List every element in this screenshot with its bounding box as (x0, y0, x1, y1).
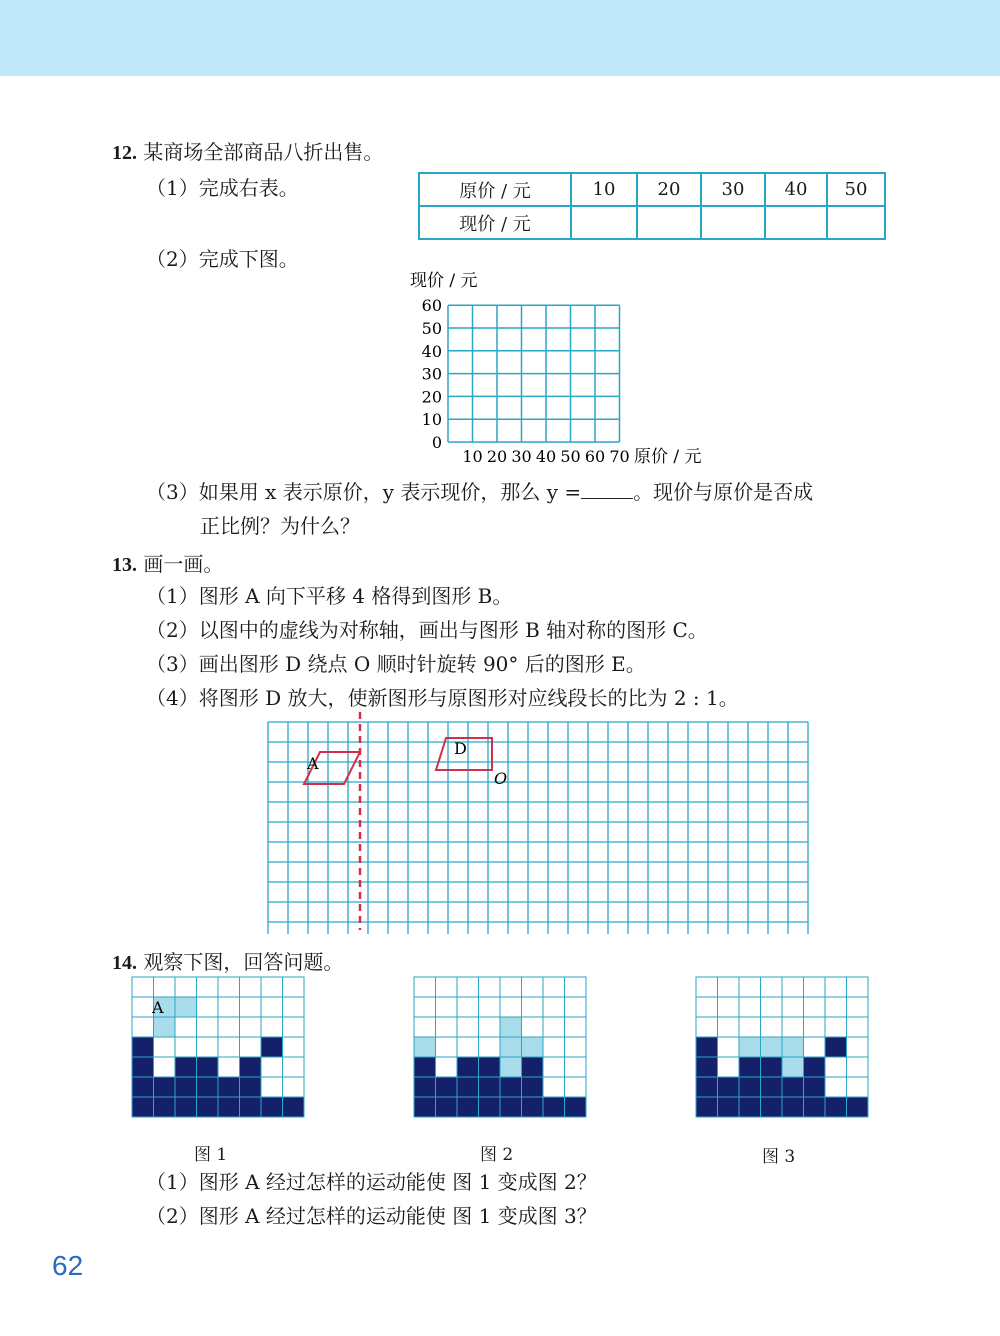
grid-cell (543, 997, 565, 1017)
grid-cell (565, 1057, 587, 1077)
table-cell-price: 20 (637, 173, 701, 206)
grid-cell (457, 1017, 479, 1037)
dark-cell (696, 1097, 718, 1117)
grid-cell (261, 977, 283, 997)
grid-cell (414, 977, 436, 997)
grid-cell (847, 1077, 869, 1097)
graph-y-tick: 20 (421, 387, 442, 407)
q12-part3-text: （3）如果用 x 表示原价，y 表示现价，那么 y = (146, 480, 582, 504)
q14-heading (112, 946, 343, 975)
q14-part2: （2）图形 A 经过怎样的运动能使 图 1 变成图 3？ (146, 1204, 597, 1228)
grid-cell (565, 997, 587, 1017)
shape-a-label: A (307, 754, 319, 773)
grid-cell (500, 997, 522, 1017)
grid-cell (565, 1077, 587, 1097)
dark-cell (132, 1077, 154, 1097)
grid-cell (261, 1077, 283, 1097)
shape-a-cell (500, 1057, 522, 1077)
grid-cell (261, 1017, 283, 1037)
graph-y-tick: 40 (421, 341, 442, 361)
grid-cell (522, 977, 544, 997)
price-table-row-original (419, 173, 885, 206)
dark-cell (804, 1097, 826, 1117)
dark-cell (457, 1077, 479, 1097)
q12-part2: （2）完成下图。 (146, 247, 299, 271)
grid-cell (825, 1057, 847, 1077)
q14-title: 观察下图，回答问题。 (143, 950, 344, 974)
q12-number: 12. (112, 142, 137, 164)
graph-x-tick: 60 (584, 447, 606, 466)
figure-2-caption: 图 2 (480, 1145, 514, 1165)
dark-cell (132, 1037, 154, 1057)
dark-cell (718, 1097, 740, 1117)
header-band (0, 0, 1000, 76)
grid-cell (565, 977, 587, 997)
dark-cell (804, 1077, 826, 1097)
dark-cell (782, 1077, 804, 1097)
dark-cell (414, 1077, 436, 1097)
grid-cell (197, 997, 219, 1017)
grid-cell (543, 1017, 565, 1037)
grid-cell (479, 997, 501, 1017)
q12-part3-text-b: 。现价与原价是否成 (633, 480, 814, 504)
dark-cell (457, 1097, 479, 1117)
graph-grid (448, 305, 620, 442)
graph-x-tick: 20 (486, 447, 508, 466)
grid-cell (825, 997, 847, 1017)
price-table (418, 172, 886, 240)
graph-x-tick: 10 (462, 447, 483, 466)
q12-part3-continued: 正比例？为什么？ (200, 514, 360, 538)
grid-cell (283, 997, 305, 1017)
grid-cell (543, 977, 565, 997)
dark-cell (761, 1097, 783, 1117)
grid-cell (154, 977, 176, 997)
table-cell-blank[interactable] (701, 206, 765, 239)
shape-a-cell (500, 1037, 522, 1057)
grid-cell (218, 1017, 240, 1037)
grid-cell (565, 1017, 587, 1037)
drawing-grid[interactable] (260, 708, 820, 934)
grid-cell (132, 997, 154, 1017)
graph-y-tick: 30 (421, 364, 442, 384)
dark-cell (479, 1077, 501, 1097)
grid-cell (847, 1017, 869, 1037)
graph-x-tick: 40 (535, 447, 557, 466)
dark-cell (197, 1057, 219, 1077)
graph-y-tick: 10 (421, 410, 442, 430)
dark-cell (197, 1097, 219, 1117)
dark-cell (696, 1057, 718, 1077)
graph-x-tick: 50 (560, 447, 581, 466)
grid-cell (479, 1017, 501, 1037)
q13-part4: （4）将图形 D 放大，使新图形与原图形对应线段长的比为 2 : 1。 (146, 686, 739, 710)
shape-d-label: D (454, 739, 467, 758)
dark-cell (261, 1097, 283, 1117)
dark-cell (825, 1037, 847, 1057)
dark-cell (154, 1097, 176, 1117)
dark-cell (804, 1057, 826, 1077)
q13-number: 13. (112, 554, 137, 576)
grid-cell (479, 1037, 501, 1057)
grid-cell (283, 1037, 305, 1057)
dark-cell (132, 1057, 154, 1077)
dark-cell (739, 1097, 761, 1117)
shape-a-cell (500, 1017, 522, 1037)
grid-cell (240, 997, 262, 1017)
dark-cell (175, 1097, 197, 1117)
price-table-row-current (419, 206, 885, 239)
shape-a-cell (761, 1037, 783, 1057)
q13-part3: （3）画出图形 D 绕点 O 顺时针旋转 90° 后的图形 E。 (146, 652, 646, 676)
dark-cell (240, 1077, 262, 1097)
dark-cell (847, 1097, 869, 1117)
grid-cell (718, 997, 740, 1017)
shape-a-cell (154, 1017, 176, 1037)
grid-cell (739, 997, 761, 1017)
dark-cell (132, 1097, 154, 1117)
q12-part1: （1）完成右表。 (146, 176, 299, 200)
grid-cell (414, 1017, 436, 1037)
dark-cell (825, 1097, 847, 1117)
grid-cell (847, 1057, 869, 1077)
q14-number: 14. (112, 952, 137, 974)
page-number: 62 (52, 1250, 84, 1281)
grid-cell (825, 1077, 847, 1097)
grid-cell (261, 997, 283, 1017)
shape-a-cell (414, 1037, 436, 1057)
grid-cell (175, 1037, 197, 1057)
grid-cell (436, 997, 458, 1017)
grid-cell (457, 1037, 479, 1057)
table-header-original: 原价 / 元 (419, 173, 571, 206)
grid-cell (565, 1037, 587, 1057)
figure-3-caption: 图 3 (762, 1147, 796, 1167)
grid-cell (739, 1017, 761, 1037)
grid-cell (500, 977, 522, 997)
dark-cell (565, 1097, 587, 1117)
dark-cell (414, 1097, 436, 1117)
grid-cell (154, 1037, 176, 1057)
grid-cell (847, 997, 869, 1017)
dark-cell (240, 1097, 262, 1117)
grid-cell (718, 977, 740, 997)
graph-y-tick: 0 (431, 433, 442, 452)
price-graph (400, 264, 730, 470)
q13-heading (112, 548, 223, 577)
q13-grid-lines (268, 722, 808, 934)
grid-cell (718, 1037, 740, 1057)
grid-cell (739, 977, 761, 997)
q13-title: 画一画。 (143, 552, 224, 576)
grid-cell (457, 997, 479, 1017)
table-header-current: 现价 / 元 (419, 206, 571, 239)
grid-cell (804, 977, 826, 997)
graph-y-tick: 50 (421, 319, 442, 338)
dark-cell (739, 1077, 761, 1097)
grid-cell (414, 997, 436, 1017)
grid-cell (479, 977, 501, 997)
grid-cell (261, 1057, 283, 1077)
q13-part1: （1）图形 A 向下平移 4 格得到图形 B。 (146, 584, 513, 608)
grid-cell (218, 1057, 240, 1077)
grid-cell (696, 977, 718, 997)
dark-cell (175, 1057, 197, 1077)
grid-cell (782, 977, 804, 997)
grid-cell (197, 1037, 219, 1057)
graph-y-tick: 60 (421, 296, 442, 316)
grid-cell (436, 1057, 458, 1077)
table-cell-price: 10 (571, 173, 637, 206)
dark-cell (500, 1097, 522, 1117)
dark-cell (436, 1077, 458, 1097)
table-cell-blank[interactable] (571, 206, 637, 239)
shape-a-cell (739, 1037, 761, 1057)
grid-cell (847, 1037, 869, 1057)
grid-cell (283, 1017, 305, 1037)
q12-heading (112, 136, 383, 165)
grid-cell (825, 1017, 847, 1037)
q13-part2: （2）以图中的虚线为对称轴，画出与图形 B 轴对称的图形 C。 (146, 618, 708, 642)
figure-1-caption: 图 1 (194, 1145, 228, 1165)
dark-cell (739, 1057, 761, 1077)
dark-cell (436, 1097, 458, 1117)
dark-cell (522, 1097, 544, 1117)
grid-cell (825, 977, 847, 997)
grid-cell (782, 1017, 804, 1037)
grid-cell (436, 1037, 458, 1057)
figure-3-cells (696, 977, 868, 1117)
shape-a-cell (782, 1057, 804, 1077)
figure-3 (695, 976, 869, 1138)
dark-cell (240, 1057, 262, 1077)
dark-cell (197, 1077, 219, 1097)
dark-cell (718, 1077, 740, 1097)
grid-cell (696, 997, 718, 1017)
table-cell-price: 40 (765, 173, 827, 206)
grid-cell (847, 977, 869, 997)
grid-cell (436, 977, 458, 997)
grid-cell (761, 977, 783, 997)
grid-cell (543, 1057, 565, 1077)
grid-cell (543, 1077, 565, 1097)
answer-blank[interactable] (581, 482, 633, 499)
figure-1-shape-label: A (152, 998, 164, 1017)
grid-cell (132, 1017, 154, 1037)
grid-cell (240, 977, 262, 997)
grid-cell (154, 1057, 176, 1077)
shape-a-cell (175, 997, 197, 1017)
grid-cell (718, 1057, 740, 1077)
table-cell-price: 50 (827, 173, 885, 206)
grid-cell (197, 977, 219, 997)
q14-part1: （1）图形 A 经过怎样的运动能使 图 1 变成图 2？ (146, 1170, 597, 1194)
q12-part3 (146, 476, 813, 505)
table-cell-blank[interactable] (637, 206, 701, 239)
dark-cell (283, 1097, 305, 1117)
grid-cell (436, 1017, 458, 1037)
grid-cell (761, 997, 783, 1017)
grid-cell (218, 977, 240, 997)
grid-cell (804, 1017, 826, 1037)
dark-cell (479, 1097, 501, 1117)
grid-cell (522, 997, 544, 1017)
table-cell-blank[interactable] (827, 206, 885, 239)
dark-cell (543, 1097, 565, 1117)
dark-cell (761, 1077, 783, 1097)
grid-cell (761, 1017, 783, 1037)
grid-cell (175, 977, 197, 997)
dark-cell (479, 1057, 501, 1077)
grid-cell (804, 997, 826, 1017)
graph-y-ticks (422, 296, 442, 452)
grid-cell (804, 1037, 826, 1057)
table-cell-price: 30 (701, 173, 765, 206)
dark-cell (522, 1077, 544, 1097)
dark-cell (218, 1077, 240, 1097)
grid-cell (197, 1017, 219, 1037)
table-cell-blank[interactable] (765, 206, 827, 239)
grid-cell (782, 997, 804, 1017)
graph-y-label: 现价 / 元 (410, 271, 478, 291)
dark-cell (218, 1097, 240, 1117)
graph-x-label: 原价 / 元 (634, 447, 702, 467)
graph-x-tick: 70 (609, 447, 630, 466)
point-o-label: O (494, 769, 508, 788)
grid-cell (457, 977, 479, 997)
dark-cell (782, 1097, 804, 1117)
grid-cell (283, 977, 305, 997)
grid-cell (718, 1017, 740, 1037)
grid-cell (240, 1017, 262, 1037)
figure-1 (131, 976, 305, 1138)
shape-a-cell (522, 1037, 544, 1057)
figure-2 (413, 976, 587, 1138)
grid-cell (175, 1017, 197, 1037)
grid-cell (283, 1057, 305, 1077)
grid-cell (218, 997, 240, 1017)
grid-cell (240, 1037, 262, 1057)
grid-cell (218, 1037, 240, 1057)
dark-cell (500, 1077, 522, 1097)
dark-cell (522, 1057, 544, 1077)
figure-2-cells (414, 977, 586, 1117)
grid-cell (696, 1017, 718, 1037)
dark-cell (261, 1037, 283, 1057)
dark-cell (457, 1057, 479, 1077)
dark-cell (696, 1077, 718, 1097)
grid-cell (543, 1037, 565, 1057)
q12-title: 某商场全部商品八折出售。 (143, 140, 384, 164)
graph-x-ticks (462, 447, 629, 466)
dark-cell (696, 1037, 718, 1057)
graph-x-tick: 30 (511, 447, 532, 466)
grid-cell (283, 1077, 305, 1097)
dark-cell (414, 1057, 436, 1077)
grid-cell (522, 1017, 544, 1037)
dark-cell (175, 1077, 197, 1097)
dark-cell (761, 1057, 783, 1077)
shape-a-cell (782, 1037, 804, 1057)
grid-cell (132, 977, 154, 997)
dark-cell (154, 1077, 176, 1097)
